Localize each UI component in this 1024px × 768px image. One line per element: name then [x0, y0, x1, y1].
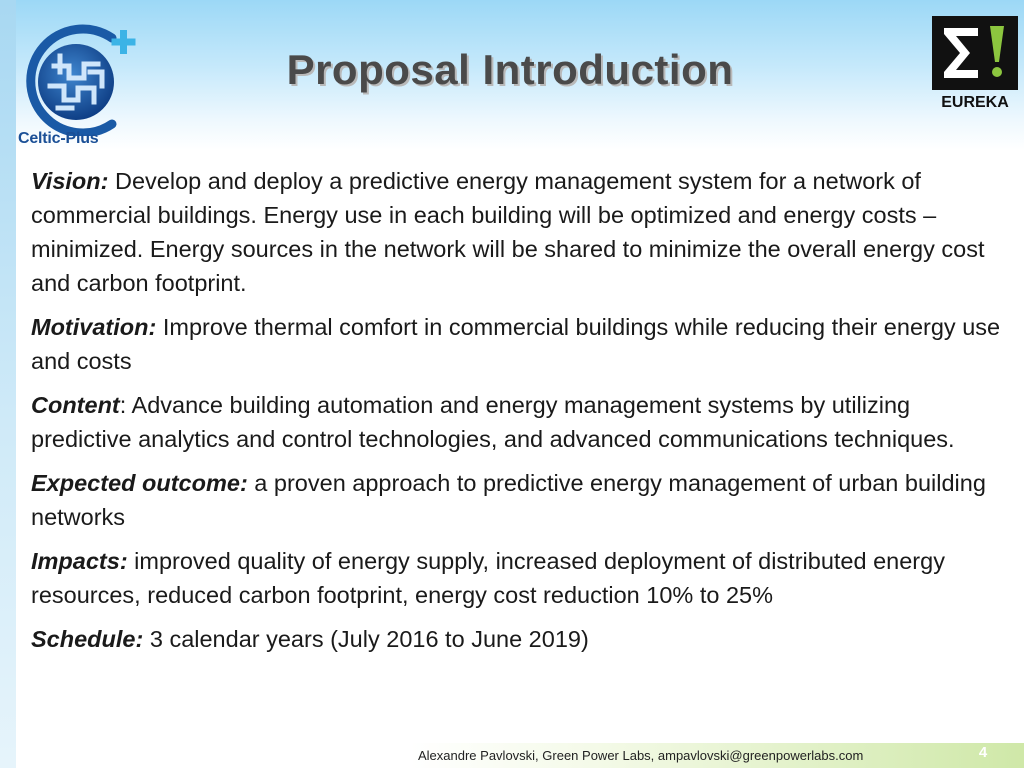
text-schedule: 3 calendar years (July 2016 to June 2019) — [143, 626, 589, 652]
paragraph-impacts — [31, 544, 1009, 612]
celtic-plus-logo-text: Celtic-Plus — [18, 130, 99, 147]
paragraph-schedule — [31, 622, 1009, 656]
label-content: Content — [31, 392, 120, 418]
eureka-logo — [932, 16, 1018, 110]
page-number: 4 — [978, 744, 988, 761]
text-content: : Advance building automation and energy management systems by utilizing predictive analytics and control technologies, and advanced communications techniques. — [31, 392, 955, 452]
label-impacts: Impacts: — [31, 548, 128, 574]
eureka-logo-text: EUREKA — [941, 94, 1009, 110]
label-motivation: Motivation: — [31, 314, 157, 340]
text-expected-outcome: a proven approach to predictive energy management of urban building networks — [31, 470, 986, 530]
paragraph-motivation — [31, 310, 1009, 378]
label-schedule: Schedule: — [31, 626, 144, 652]
slide-body — [31, 164, 1009, 666]
paragraph-expected-outcome — [31, 466, 1009, 534]
eureka-sigma-logo-icon — [932, 16, 1018, 110]
text-vision: Develop and deploy a predictive energy management system for a network of commercial buildings. Energy use in each building will be optimized and energy costs – minimized. Energy sources in the network will be shared to minimize the overall energy cost and carbon footprint. — [31, 168, 985, 296]
slide-title: Proposal Introduction — [286, 46, 734, 93]
label-vision: Vision: — [31, 168, 109, 194]
text-motivation: Improve thermal comfort in commercial buildings while reducing their energy use and costs — [31, 314, 1001, 374]
celtic-plus-logo-icon — [14, 16, 144, 136]
paragraph-content — [31, 388, 1009, 456]
label-expected-outcome: Expected outcome: — [31, 470, 248, 496]
text-impacts: improved quality of energy supply, increased deployment of distributed energy resources, reduced carbon footprint, energy cost reduction 10% to 25% — [31, 548, 945, 608]
paragraph-vision — [31, 164, 1009, 300]
footer-text: Alexandre Pavlovski, Green Power Labs, ampavlovski@greenpowerlabs.com — [418, 748, 864, 763]
